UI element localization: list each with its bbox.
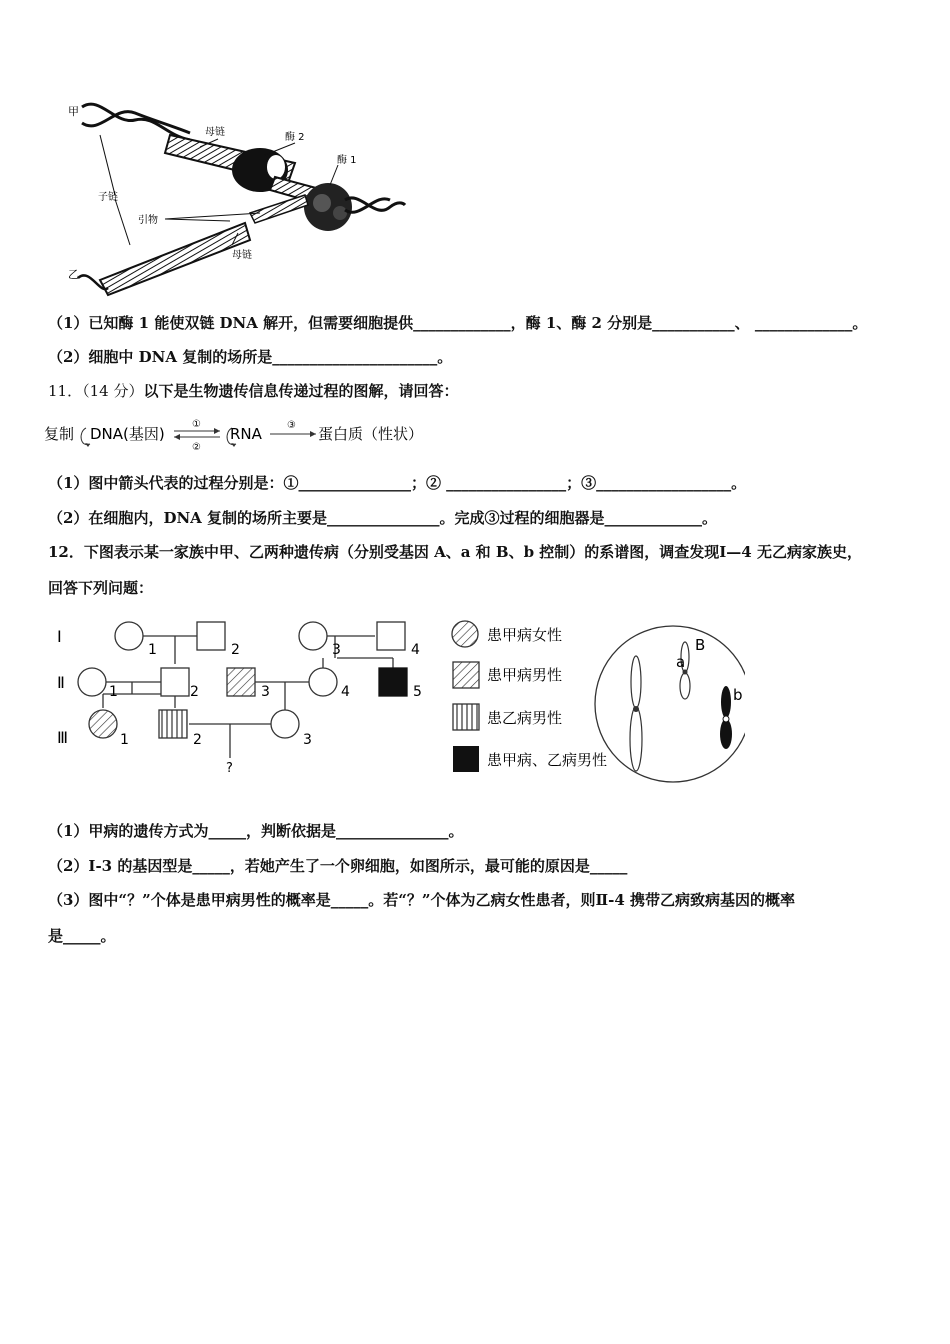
label-mother-chain-bottom: 母链 [232,250,252,261]
legend-jia-female-symbol [452,621,478,647]
gen-II-label: Ⅱ [57,673,65,692]
flow-dna: DNA(基因) [90,425,165,443]
unknown-individual: ? [226,761,233,776]
flow-c2: ② [192,442,201,453]
gen-I-label: Ⅰ [57,627,62,646]
legend-yi-male-symbol [453,704,479,730]
central-dogma-flow [44,414,444,454]
legend-both-male: 患甲病、乙病男性 [487,751,608,769]
label-enzyme1: 酶 1 [337,155,357,166]
flow-fuzhi: 复制 [44,425,75,443]
III-1-number: 1 [120,732,129,748]
chromosome-a-label: a [676,653,686,671]
III-2-number: 2 [193,732,202,748]
q12-part4: 是_____。 [48,927,116,945]
legend-jia-male: 患甲病男性 [487,666,563,684]
q12-intro: 12．下图表示某一家族中甲、乙两种遗传病（分别受基因 A、a 和 B、b 控制）的系谱图，调查发现Ⅰ—4 无乙病家族史， [48,543,862,561]
q11-number: 11．（14 分） [48,382,144,400]
q10-part1: （1）已知酶 1 能使双链 DNA 解开，但需要细胞提供_____________，酶 1、酶 2 分别是___________、 _____________。 [48,314,868,332]
II-4-number: 4 [341,684,350,700]
q12-part3: （3）图中“？”个体是患甲病男性的概率是_____。若“？”个体为乙病女性患者，则Ⅱ-4 携带乙病致病基因的概率 [48,891,795,909]
legend-both-male-symbol [453,746,479,772]
legend-jia-female: 患甲病女性 [487,626,563,644]
q11-part1: （1）图中箭头代表的过程分别是：①_______________；② ________________；③__________________。 [48,474,747,492]
label-yi: 乙 [68,268,79,281]
legend-jia-male-symbol [453,662,479,688]
label-daughter: 子链 [98,192,118,203]
q12-part2: （2）Ⅰ-3 的基因型是_____，若她产生了一个卵细胞，如图所示，最可能的原因是_____ [48,857,628,875]
q11-title-text: 以下是生物遗传信息传递过程的图解，请回答： [143,382,459,400]
flow-protein: 蛋白质（性状） [318,425,424,443]
label-jia: 甲 [68,105,79,118]
arrow-right-icon [310,431,316,437]
I-3-number: 3 [332,642,341,658]
flow-c3: ③ [287,420,296,431]
q11-part2: （2）在细胞内，DNA 复制的场所主要是_______________。完成③过程的细胞器是_____________。 [48,509,718,527]
q11-title [48,380,458,401]
gen-III-label: Ⅲ [57,728,69,747]
q12-intro-cont: 回答下列问题： [48,579,154,597]
I-4-number: 4 [411,642,420,658]
arrow-right-icon [214,428,220,434]
II-5-number: 5 [413,684,422,700]
chromosome-b-label: b [733,686,743,704]
label-primer: 引物 [138,215,158,226]
II-3-number: 3 [261,684,270,700]
legend-yi-male: 患乙病男性 [487,709,563,727]
III-3-number: 3 [303,732,312,748]
arrow-left-icon [174,434,180,440]
q10-part2: （2）细胞中 DNA 复制的场所是______________________。 [48,348,453,366]
II-2-number: 2 [190,684,199,700]
flow-rna: RNA [230,425,262,443]
chromosome-a [630,656,642,771]
label-enzyme2: 酶 2 [285,132,305,143]
I-1-number: 1 [148,642,157,658]
I-2-number: 2 [231,642,240,658]
pedigree-figure [45,612,745,792]
II-1-number: 1 [109,684,118,700]
dna-replication-figure [60,95,420,300]
flow-c1: ① [192,419,201,430]
chromosome-B-label: B [695,636,706,654]
label-mother-chain-top: 母链 [205,127,225,138]
q12-part1: （1）甲病的遗传方式为_____，判断依据是_______________。 [48,822,464,840]
